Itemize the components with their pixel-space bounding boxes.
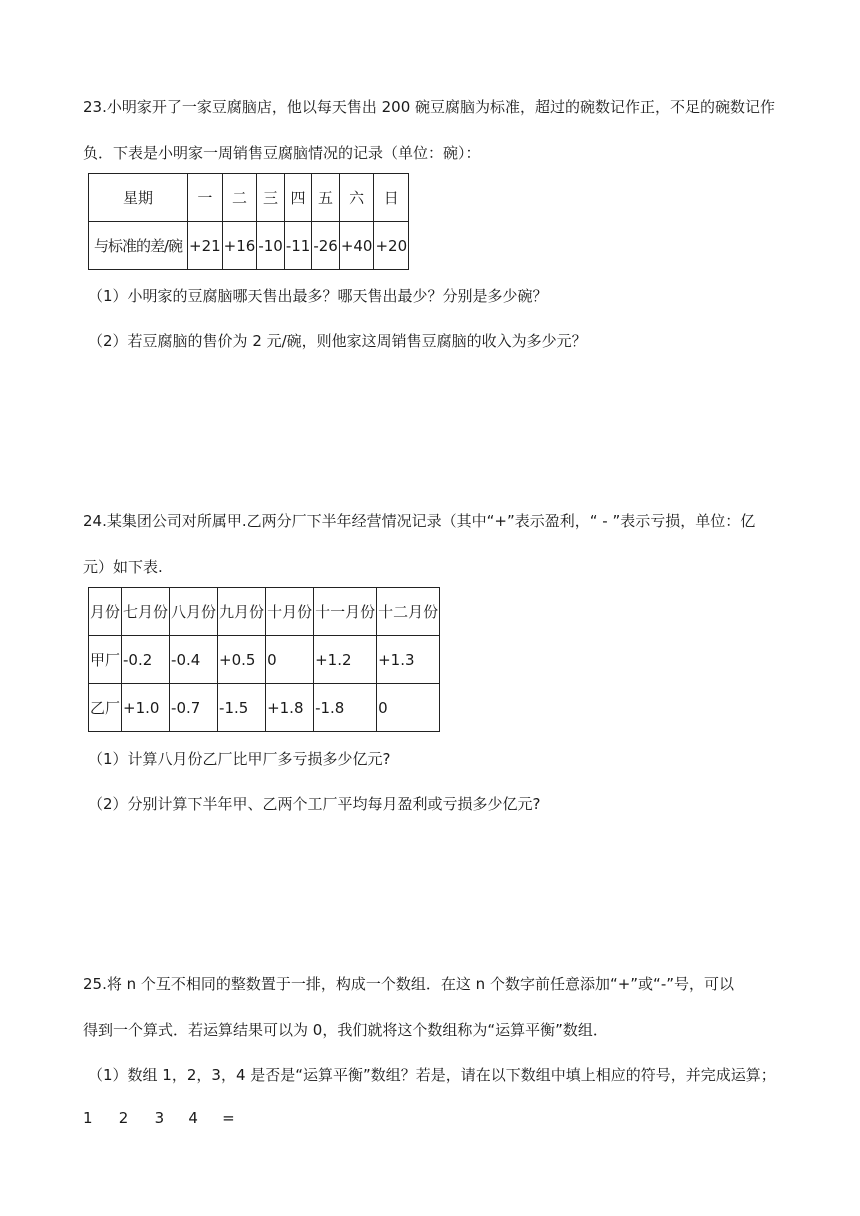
table-cell: 日 xyxy=(374,174,409,222)
table-row xyxy=(89,684,440,732)
table-cell: 十一月份 xyxy=(314,588,377,636)
table-cell: 0 xyxy=(377,684,440,732)
q25-expression xyxy=(83,1109,235,1127)
table-cell: -1.8 xyxy=(314,684,377,732)
table-cell: 月份 xyxy=(89,588,122,636)
table-cell: -11 xyxy=(284,222,312,270)
table-cell: -26 xyxy=(312,222,340,270)
table-cell: 十二月份 xyxy=(377,588,440,636)
table-cell: +40 xyxy=(339,222,374,270)
table-cell: 八月份 xyxy=(170,588,218,636)
q24-line1: 24.某集团公司对所属甲.乙两分厂下半年经营情况记录（其中“+”表示盈利，“ - ”表示亏损，单位：亿 xyxy=(83,512,756,530)
table-cell: +1.2 xyxy=(314,636,377,684)
expr-number: 4 xyxy=(188,1109,198,1127)
table-cell: 二 xyxy=(222,174,257,222)
q23-line1: 23.小明家开了一家豆腐脑店，他以每天售出 200 碗豆腐脑为标准，超过的碗数记作正，不足的碗数记作 xyxy=(83,98,776,116)
table-cell: 四 xyxy=(284,174,312,222)
table-cell: -1.5 xyxy=(218,684,266,732)
q24-sub1: （1）计算八月份乙厂比甲厂多亏损多少亿元? xyxy=(88,750,391,768)
q23-sub1: （1）小明家的豆腐脑哪天售出最多？哪天售出最少？分别是多少碗？ xyxy=(88,287,548,305)
q25-line1: 25.将 n 个互不相同的整数置于一排，构成一个数组．在这 n 个数字前任意添加“+”或“-”号，可以 xyxy=(83,975,735,993)
expr-number: 1 xyxy=(83,1109,93,1127)
table-cell: 与标准的差/碗 xyxy=(89,222,188,270)
q24-sub2: （2）分别计算下半年甲、乙两个工厂平均每月盈利或亏损多少亿元? xyxy=(88,795,541,813)
table-cell: 六 xyxy=(339,174,374,222)
table-row xyxy=(89,636,440,684)
q25-line2: 得到一个算式．若运算结果可以为 0，我们就将这个数组称为“运算平衡”数组． xyxy=(83,1021,608,1039)
expr-number: 2 xyxy=(118,1109,129,1127)
table-cell: 乙厂 xyxy=(89,684,122,732)
q24-profit-table xyxy=(88,587,440,732)
table-cell: 0 xyxy=(266,636,314,684)
table-cell: 星期 xyxy=(89,174,188,222)
q25-sub1: （1）数组 1，2，3，4 是否是“运算平衡”数组？若是，请在以下数组中填上相应的符号，并完成运算； xyxy=(88,1066,776,1084)
q23-sub2: （2）若豆腐脑的售价为 2 元/碗，则他家这周销售豆腐脑的收入为多少元？ xyxy=(88,332,587,350)
table-cell: +1.0 xyxy=(122,684,170,732)
table-row xyxy=(89,174,409,222)
table-cell: 甲厂 xyxy=(89,636,122,684)
table-cell: +1.8 xyxy=(266,684,314,732)
table-cell: 九月份 xyxy=(218,588,266,636)
table-cell: 七月份 xyxy=(122,588,170,636)
table-cell: +0.5 xyxy=(218,636,266,684)
table-cell: -0.7 xyxy=(170,684,218,732)
q23-line2: 负．下表是小明家一周销售豆腐脑情况的记录（单位：碗）： xyxy=(83,144,481,162)
table-cell: -0.2 xyxy=(122,636,170,684)
expr-number: 3 xyxy=(154,1109,165,1127)
table-cell: 三 xyxy=(257,174,285,222)
q23-sales-table xyxy=(88,173,409,270)
expr-equals: = xyxy=(222,1109,235,1127)
table-cell: +16 xyxy=(222,222,257,270)
table-cell: 五 xyxy=(312,174,340,222)
table-cell: +20 xyxy=(374,222,409,270)
table-cell: -0.4 xyxy=(170,636,218,684)
q24-line2: 元）如下表. xyxy=(83,558,163,576)
table-cell: -10 xyxy=(257,222,285,270)
table-cell: 一 xyxy=(188,174,223,222)
table-cell: +1.3 xyxy=(377,636,440,684)
table-row xyxy=(89,222,409,270)
table-row xyxy=(89,588,440,636)
table-cell: +21 xyxy=(188,222,223,270)
table-cell: 十月份 xyxy=(266,588,314,636)
